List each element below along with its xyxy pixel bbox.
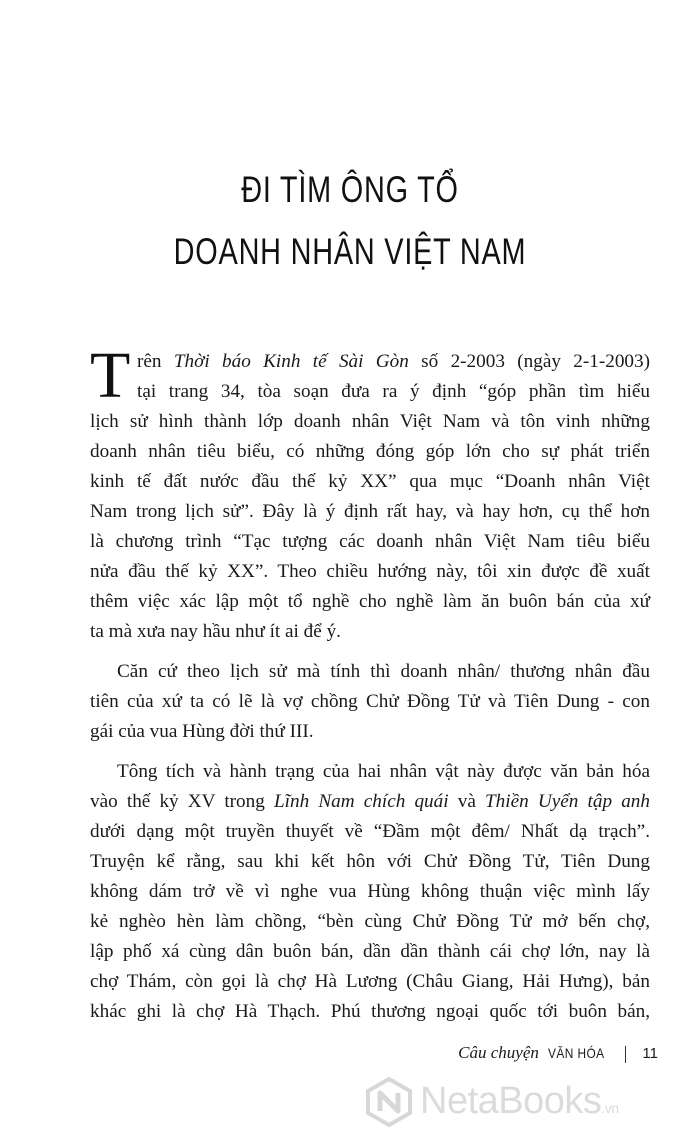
footer-divider <box>625 1046 626 1063</box>
p1-line-1: rên Thời báo Kinh tế Sài Gòn số 2-2003 (ngày 2-1-2003) <box>137 351 651 372</box>
p1-line-4: doanh nhân tiêu biểu, có những đóng góp lớn cho sự phát triển <box>90 441 650 462</box>
p1-line-5: kinh tế đất nước đầu thế kỷ XX” qua mục “Doanh nhân Việt <box>90 471 650 492</box>
running-section: VĂN HÓA <box>547 1045 605 1061</box>
watermark <box>362 1075 698 1131</box>
drop-cap: T <box>90 339 131 412</box>
p1-line-8: nửa đầu thế kỷ XX”. Theo chiều hướng này, tôi xin được đề xuất <box>90 561 650 582</box>
p1-line-6: Nam trong lịch sử”. Đây là ý định rất hay, và hay hơn, cụ thể hơn <box>90 501 650 522</box>
p3-line-8: chợ Thám, còn gọi là chợ Hà Lương (Châu Giang, Hải Hưng), bản <box>90 971 650 992</box>
p3-line-3: dưới dạng một truyền thuyết về “Đầm một đêm/ Nhất dạ trạch”. <box>90 821 650 842</box>
page-footer <box>0 1043 658 1067</box>
p3-line-2: vào thế kỷ XV trong Lĩnh Nam chích quái và Thiền Uyển tập anh <box>90 791 650 812</box>
p1-line-9: thêm việc xác lập một tổ nghề cho nghề làm ăn buôn bán của xứ <box>90 591 650 612</box>
p2-line-2: tiên của xứ ta có lẽ là vợ chồng Chử Đồng Tử và Tiên Dung - con <box>90 691 650 712</box>
p3-line-9: khác ghi là chợ Hà Thạch. Phú thương ngoại quốc tới buôn bán, <box>90 1001 650 1022</box>
p1-line-3: lịch sử hình thành lớp doanh nhân Việt Nam và tôn vinh những <box>90 411 650 432</box>
p3-line-6: kẻ nghèo hèn làm chồng, “bèn cùng Chử Đồng Tử mở bến chợ, <box>90 911 650 932</box>
page-number: 11 <box>642 1045 658 1062</box>
p2-line-1: Căn cứ theo lịch sử mà tính thì doanh nhân/ thương nhân đầu <box>117 661 650 682</box>
running-title: Câu chuyện <box>458 1043 539 1062</box>
chapter-title-line-1: ĐI TÌM ÔNG TỔ <box>241 169 459 210</box>
chapter-title-line-2: DOANH NHÂN VIỆT NAM <box>173 231 527 272</box>
p3-line-5: không dám trở về vì nghe vua Hùng không thuận việc mình lấy <box>90 881 650 902</box>
p2-line-3: gái của vua Hùng đời thứ III. <box>90 721 314 742</box>
p3-line-7: lập phố xá cùng dân buôn bán, dần dần thành cái chợ lớn, nay là <box>90 941 650 962</box>
p1-line-2: tại trang 34, tòa soạn đưa ra ý định “góp phần tìm hiểu <box>137 381 650 402</box>
p1-line-10: ta mà xưa nay hầu như ít ai để ý. <box>90 621 341 642</box>
p1-line-7: là chương trình “Tạc tượng các doanh nhân Việt Nam tiêu biểu <box>90 531 650 552</box>
watermark-text: NetaBooks.vn <box>420 1080 619 1122</box>
p3-line-4: Truyện kể rằng, sau khi kết hôn với Chử Đồng Tử, Tiên Dung <box>90 851 650 872</box>
netabooks-logo-icon <box>364 1077 414 1127</box>
p3-line-1: Tông tích và hành trạng của hai nhân vật này được văn bản hóa <box>117 761 650 782</box>
